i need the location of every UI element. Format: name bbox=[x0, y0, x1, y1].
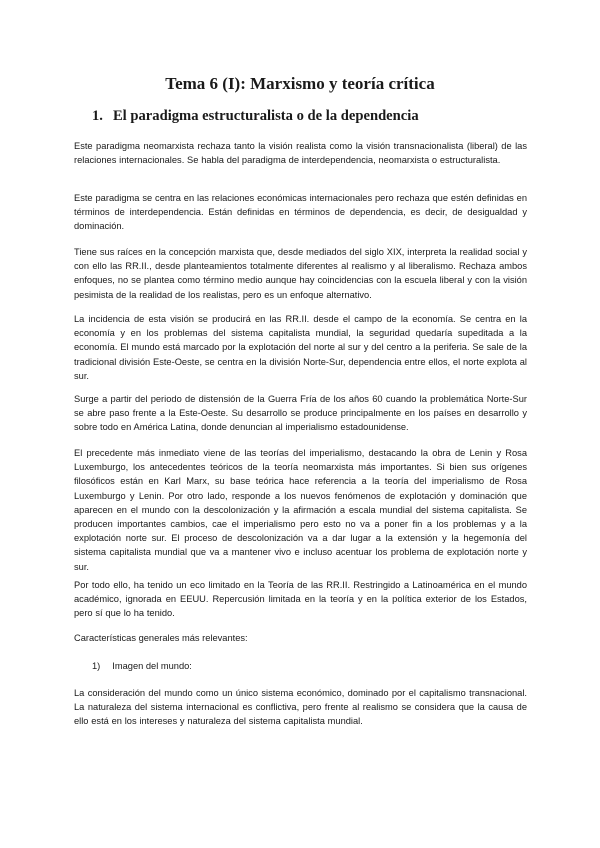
paragraph-1: Este paradigma neomarxista rechaza tanto la visión realista como la visión transnacionalista (liberal) de las relaciones internacionales. Se habla del paradigma de interdependencia, neomarxista o estructuralista. bbox=[74, 141, 527, 166]
list-item-label: Imagen del mundo: bbox=[112, 661, 192, 671]
list-item-world-image bbox=[92, 659, 192, 673]
paragraph-7: Por todo ello, ha tenido un eco limitado en la Teoría de las RR.II. Restringido a Latinoamérica en el mundo académico, ignorada en EEUU. Repercusión limitada en la teoría y en la política exterior de los Estados, pero sí que lo ha tenido. bbox=[74, 580, 527, 619]
paragraph-6: El precedente más inmediato viene de las teorías del imperialismo, destacando la obra de Lenin y Rosa Luxemburgo, los antecedentes teóricos de la teoría neomarxista más importantes. Si bien sus orígenes filosóficos están en Karl Marx, su base teórica hace referencia a la teoría del imperialismo de Rosa Luxemburgo y Lenin. Por otro lado, responde a los nuevos fenómenos de explotación y dominación que aparecen en el mundo con la descolonización y la afirmación a escala mundial del sistema capitalista. Se producen importantes cambios, cae el imperialismo pero esto no va a poner fin a los problemas y a la explotación norte sur. El proceso de descolonización va a dar lugar a la extensión y la hegemonía del sistema capitalista mundial que va a mantener vivo e incluso acentuar los problema de explotación norte y sur. bbox=[74, 448, 527, 572]
paragraph-2: Este paradigma se centra en las relaciones económicas internacionales pero rechaza que estén definidas en términos de interdependencia. Están definidas en términos de dependencia, es decir, de desigualdad y dominación. bbox=[74, 193, 527, 232]
page-title: Tema 6 (I): Marxismo y teoría crítica bbox=[165, 74, 435, 93]
characteristics-heading: Características generales más relevantes: bbox=[74, 633, 248, 643]
final-paragraph: La consideración del mundo como un único sistema económico, dominado por el capitalismo transnacional. La naturaleza del sistema internacional es conflictiva, pero frente al realismo se considera que la causa de ello está en los intereses y naturaleza del sistema capitalista mundial. bbox=[74, 688, 527, 727]
section-heading-text: El paradigma estructuralista o de la dependencia bbox=[112, 108, 419, 124]
paragraph-5: Surge a partir del periodo de distensión de la Guerra Fría de los años 60 cuando la problemática Norte-Sur se abre paso frente a la Este-Oeste. Su desarrollo se produce principalmente en los países en desarrollo y sobre todo en América Latina, donde denuncian al imperialismo estadounidense. bbox=[74, 394, 527, 433]
paragraph-3: Tiene sus raíces en la concepción marxista que, desde mediados del siglo XIX, interpreta la realidad social y con ello las RR.II., desde planteamientos totalmente diferentes al realismo y al liberalismo. Rechaza ambos enfoques, no se plantea como término medio aunque hay coincidencias con la escuela liberal y con la visión pesimista de la realidad de los realistas, pero es un enfoque alternativo. bbox=[74, 247, 527, 300]
paragraph-4: La incidencia de esta visión se producirá en las RR.II. desde el campo de la economía. Se centra en la economía y en los problemas del sistema capitalista mundial, la seguridad quedaría supeditada a la economía. El mundo está marcado por la explotación del norte al sur y del centro a la periferia. Se sale de la tradicional división Este-Oeste, se centra en la división Norte-Sur, dependencia entre ellos, el norte explota al sur. bbox=[74, 314, 527, 381]
section-number: 1. bbox=[92, 108, 103, 124]
list-item-number: 1) bbox=[92, 661, 101, 671]
section-heading bbox=[92, 107, 419, 125]
